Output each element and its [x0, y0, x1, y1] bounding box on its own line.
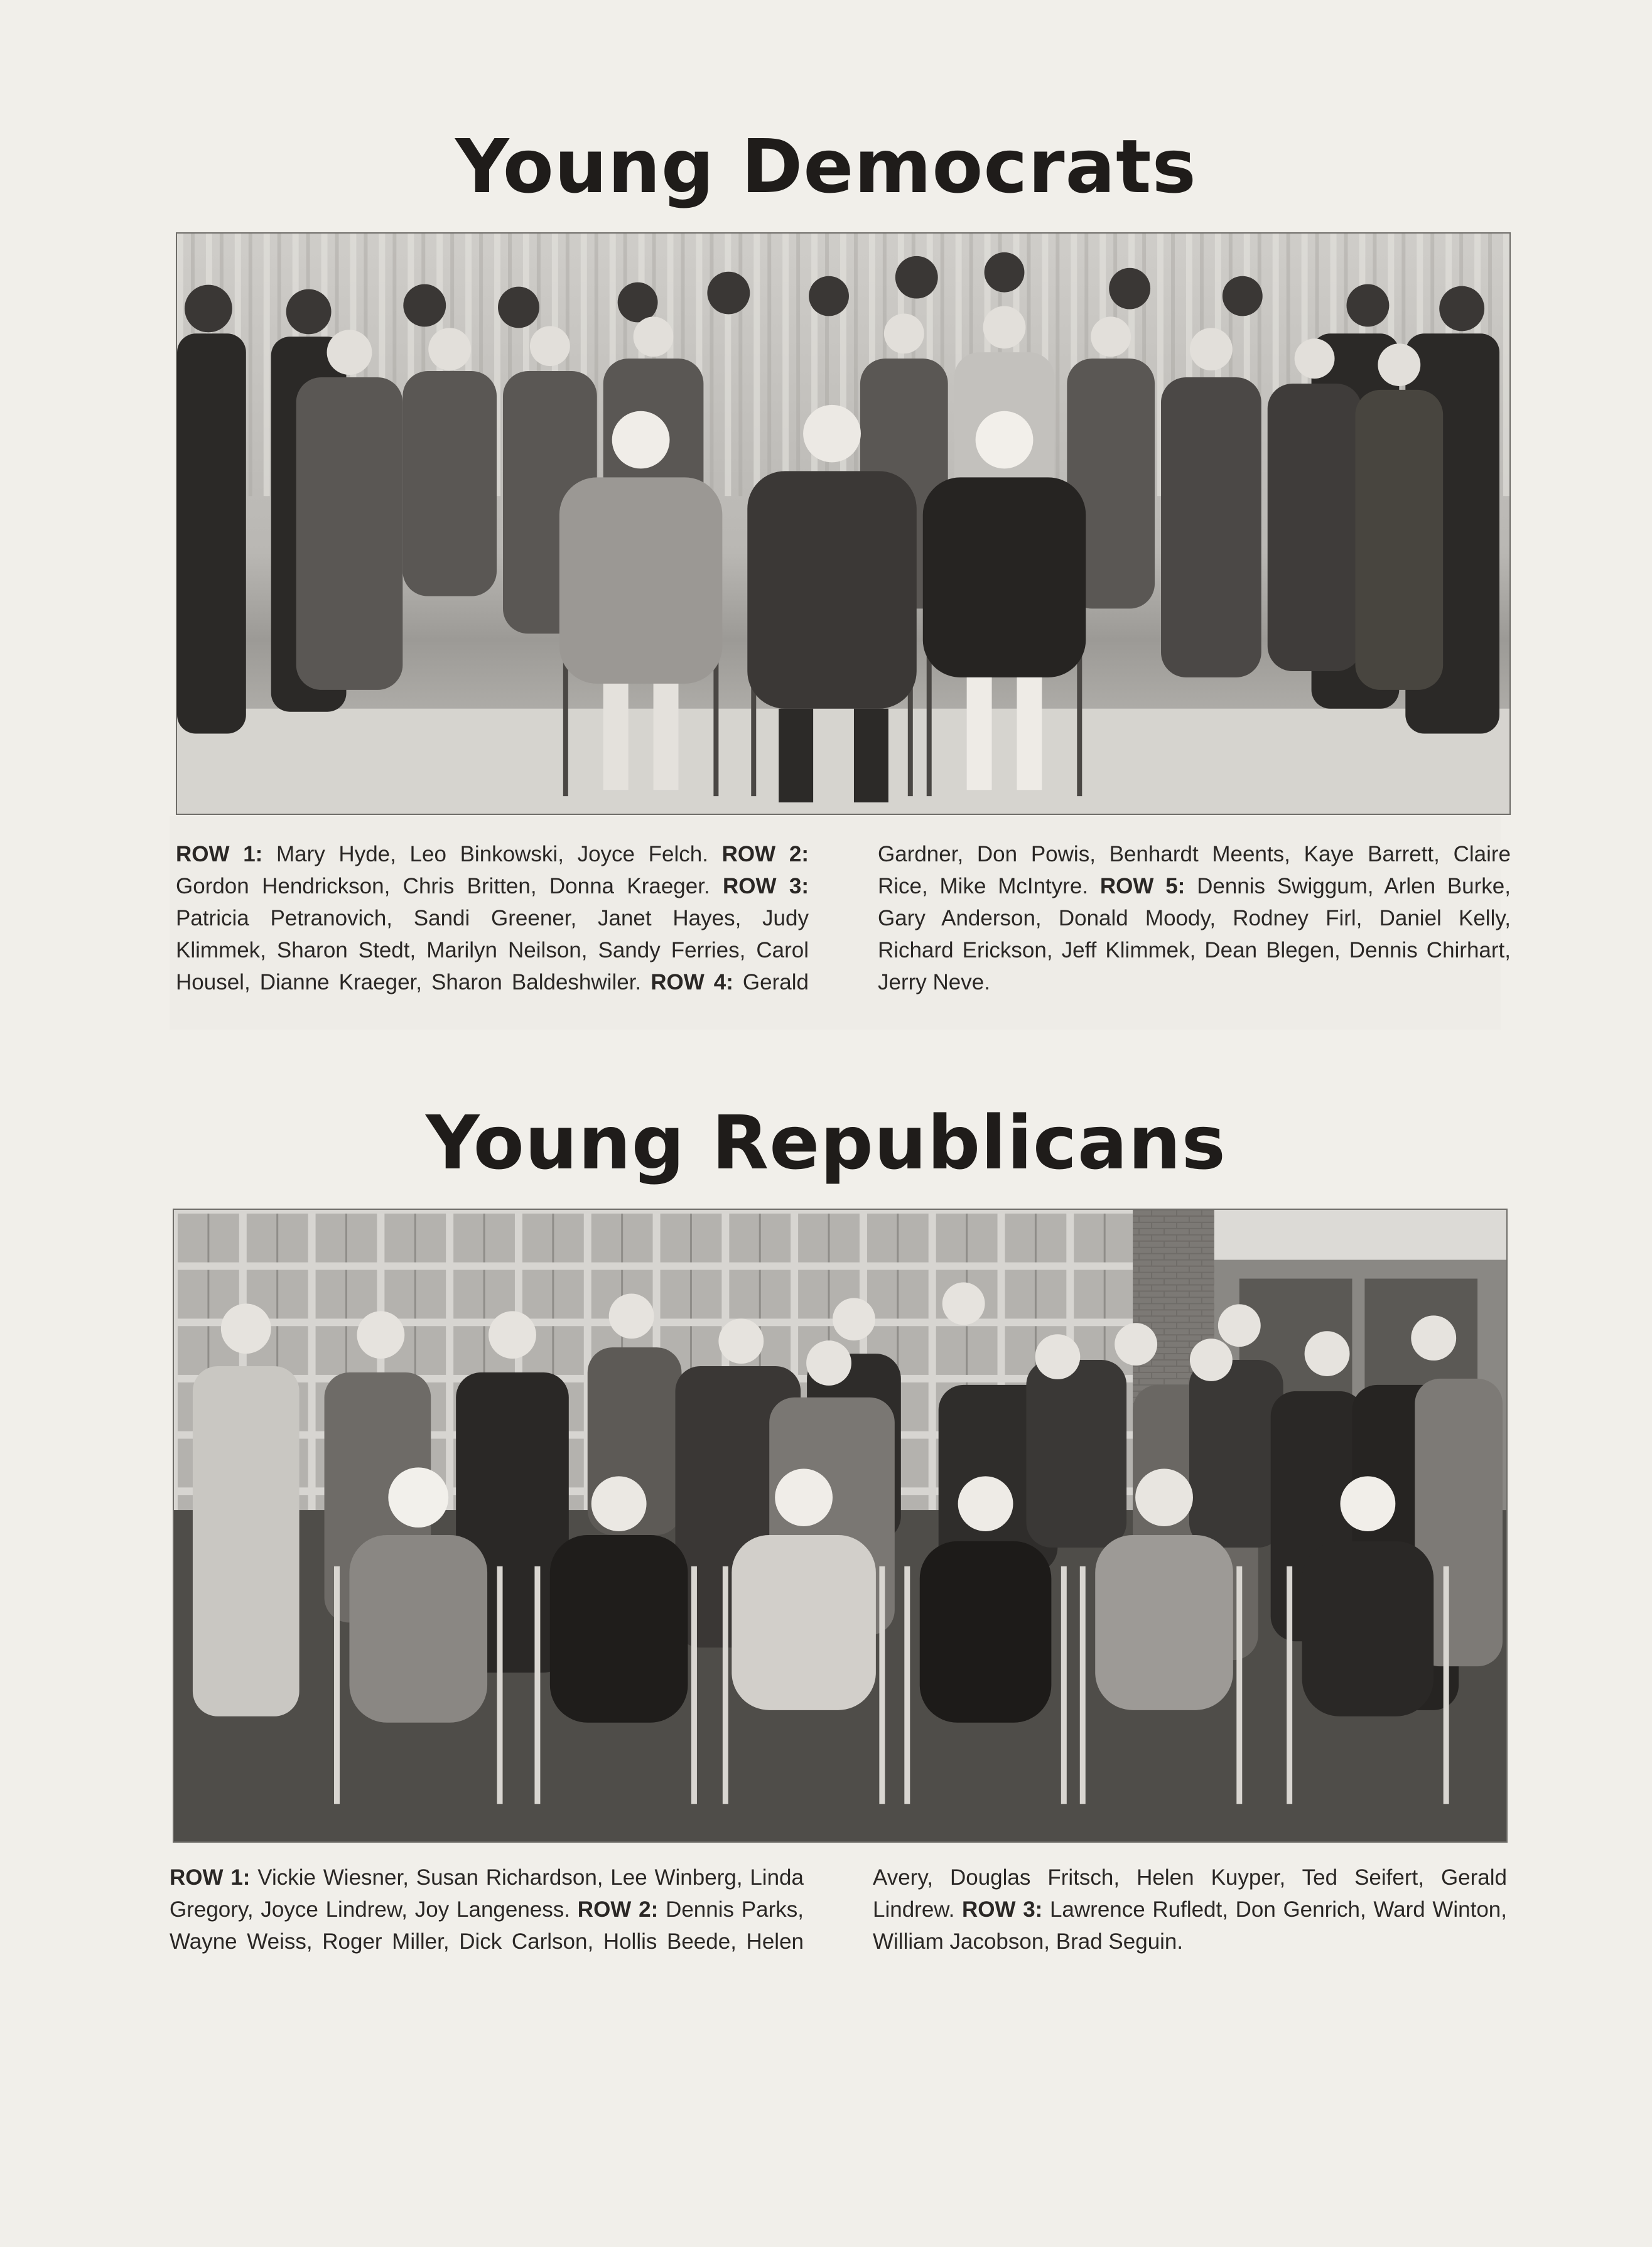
- caption-row-label: ROW 2:: [577, 1897, 659, 1922]
- caption-row-label: ROW 3:: [962, 1897, 1043, 1922]
- caption-row-names: Lawrence Rufledt, Don Genrich, Ward Winton, William Jacobson, Brad Seguin.: [873, 1897, 1507, 1954]
- young-democrats-group-photo: [176, 232, 1511, 815]
- caption-row-label: ROW 3:: [723, 874, 809, 898]
- republicans-caption: [170, 1862, 1507, 1958]
- caption-row-names: Dennis Swiggum, Arlen Burke, Gary Anderson, Donald Moody, Rodney Firl, Daniel Kelly, Richard Erickson, Jeff Klimmek, Dean Blegen, Dennis Chirhart, Jerry Neve.: [878, 874, 1511, 994]
- caption-row-names: Patricia Petranovich, Sandi Greener, Janet Hayes, Judy Klimmek, Sharon Stedt, Marilyn Neilson, Sandy Ferries, Carol Housel, Dianne Kraeger, Sharon Baldeshwiler.: [176, 906, 809, 994]
- section-title-democrats: Young Democrats: [455, 123, 1197, 210]
- caption-row-label: ROW 5:: [1099, 874, 1185, 898]
- caption-row-label: ROW 1:: [176, 842, 263, 866]
- caption-row-names: Gerald Gardner, Don Powis, Benhardt Meents, Kaye Barrett, Claire Rice, Mike McIntyre.: [733, 842, 1511, 994]
- caption-row-names: Mary Hyde, Leo Binkowski, Joyce Felch.: [262, 842, 722, 866]
- caption-row-label: ROW 1:: [170, 1865, 251, 1890]
- section-title-republicans: Young Republicans: [426, 1099, 1226, 1186]
- democrats-photo-illustration: [177, 234, 1509, 814]
- republicans-photo-illustration: [174, 1210, 1506, 1841]
- democrats-caption: [176, 838, 1511, 998]
- caption-row-label: ROW 2:: [721, 842, 809, 866]
- caption-row-names: Dennis Parks, Wayne Weiss, Roger Miller, Dick Carlson, Hollis Beede, Helen Avery, Douglas Fritsch, Helen Kuyper, Ted Seifert, Gerald Lindrew.: [170, 1865, 1507, 1954]
- caption-row-names: Gordon Hendrickson, Chris Britten, Donna Kraeger.: [176, 874, 723, 898]
- caption-row-names: Vickie Wiesner, Susan Richardson, Lee Winberg, Linda Gregory, Joyce Lindrew, Joy Langeness.: [170, 1865, 804, 1922]
- young-republicans-group-photo: [173, 1209, 1508, 1843]
- caption-row-label: ROW 4:: [651, 970, 733, 994]
